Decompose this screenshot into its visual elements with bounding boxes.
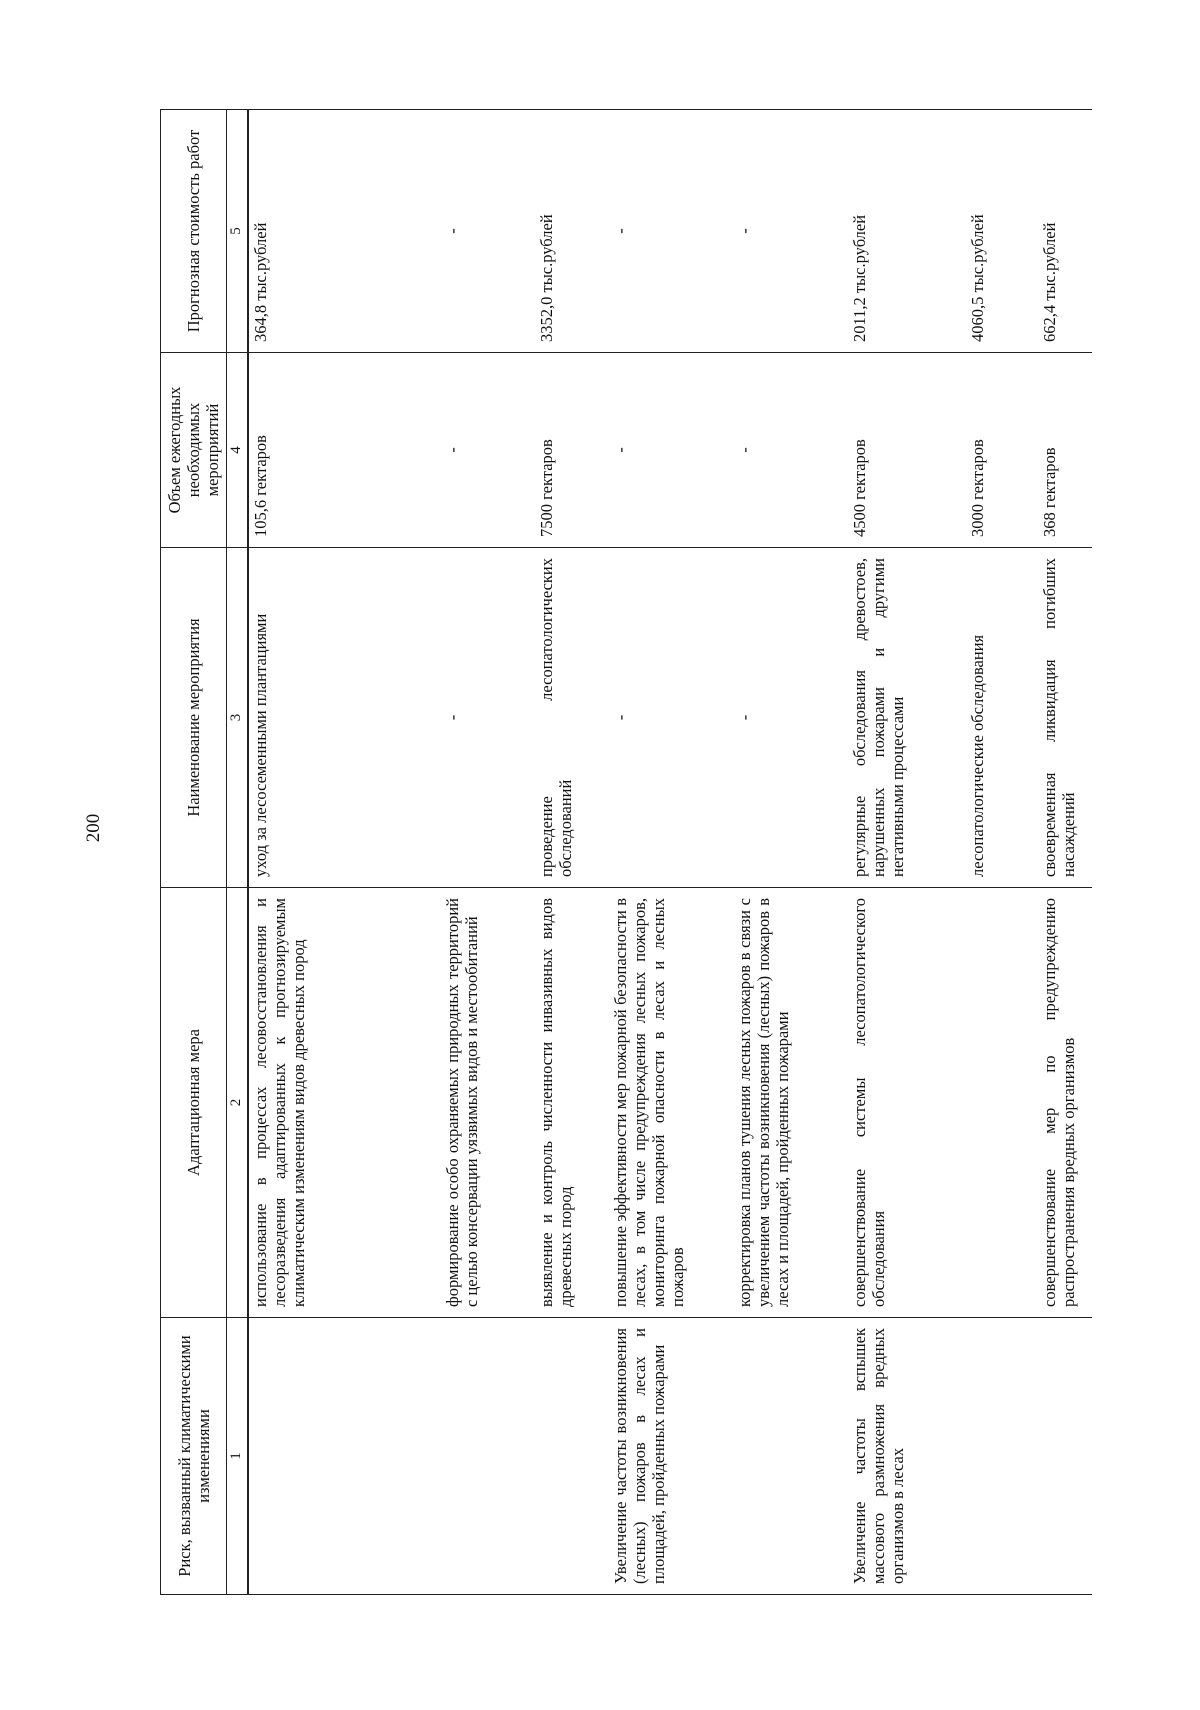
table-row [1038, 110, 1092, 1595]
column-number-row [227, 110, 248, 1595]
cell-cost: 4060,5 тыс.рублей [966, 110, 1038, 353]
cell-measure: выявление и контроль численности инвазивных видов древесных пород [535, 888, 609, 1318]
cell-cost: 364,8 тыс.рублей [248, 110, 441, 353]
cell-activity: лесопатологические обследования [966, 548, 1038, 888]
table-row [441, 110, 535, 1595]
cell-activity: проведение лесопатологических обследований [535, 548, 609, 888]
cell-cost: 3352,0 тыс.рублей [535, 110, 609, 353]
cell-risk [1038, 1318, 1092, 1595]
column-number: 3 [227, 548, 248, 888]
column-number: 4 [227, 353, 248, 548]
cell-risk [733, 1318, 848, 1595]
cell-cost: - [733, 110, 848, 353]
cell-volume: 4500 гектаров [848, 353, 966, 548]
cell-volume: - [441, 353, 535, 548]
adaptation-measures-table [160, 109, 1092, 1595]
cell-cost: 662,4 тыс.рублей [1038, 110, 1092, 353]
cell-measure: формирование особо охраняемых природных территорий с целью консервации уязвимых видов и местообитаний [441, 888, 535, 1318]
cell-volume: 7500 гектаров [535, 353, 609, 548]
cell-cost: 2011,2 тыс.рублей [848, 110, 966, 353]
table-row [609, 110, 733, 1595]
column-number: 1 [227, 1318, 248, 1595]
cell-measure: совершенствование мер по предупреждению распространения вредных организмов [1038, 888, 1092, 1318]
cell-volume: 105,6 гектаров [248, 353, 441, 548]
column-number: 2 [227, 888, 248, 1318]
cell-volume: 368 гектаров [1038, 353, 1092, 548]
header-cost: Прогнозная стоимость работ [161, 110, 227, 353]
cell-measure: совершенствование системы лесопатологического обследования [848, 888, 966, 1318]
cell-volume: 3000 гектаров [966, 353, 1038, 548]
table-row [248, 110, 441, 1595]
cell-cost: - [609, 110, 733, 353]
column-number: 5 [227, 110, 248, 353]
cell-activity: - [609, 548, 733, 888]
cell-activity: - [733, 548, 848, 888]
cell-risk: Увеличение частоты возникновения (лесных) пожаров в лесах и площадей, пройденных пожарами [609, 1318, 733, 1595]
cell-cost: - [441, 110, 535, 353]
cell-risk [248, 1318, 441, 1595]
table-row [848, 110, 966, 1595]
cell-measure: корректировка планов тушения лесных пожаров в связи с увеличением частоты возникновения (лесных) пожаров в лесах и площадей, пройденных пожарами [733, 888, 848, 1318]
cell-measure: повышение эффективности мер пожарной безопасности в лесах, в том числе предупреждения лесных пожаров, мониторинга пожарной опасности в лесах и лесных пожаров [609, 888, 733, 1318]
cell-measure [966, 888, 1038, 1318]
cell-activity: регулярные обследования древостоев, нарушенных пожарами и другими негативными процессами [848, 548, 966, 888]
cell-risk: Увеличение частоты вспышек массового размножения вредных организмов в лесах [848, 1318, 966, 1595]
table-header-row [161, 110, 227, 1595]
cell-risk [441, 1318, 535, 1595]
header-activity: Наименование мероприятия [161, 548, 227, 888]
cell-activity: своевременная ликвидация погибших насаждений [1038, 548, 1092, 888]
cell-activity: - [441, 548, 535, 888]
table-row [966, 110, 1038, 1595]
header-measure: Адаптационная мера [161, 888, 227, 1318]
table-row [733, 110, 848, 1595]
page-number: 200 [83, 813, 104, 843]
cell-volume: - [733, 353, 848, 548]
cell-risk [535, 1318, 609, 1595]
cell-measure: использование в процессах лесовосстановления и лесоразведения адаптированных к прогнозируемым климатическим изменениям видов древесных пород [248, 888, 441, 1318]
header-volume: Объем ежегодных необходимых мероприятий [161, 353, 227, 548]
cell-volume: - [609, 353, 733, 548]
cell-activity: уход за лесосеменными плантациями [248, 548, 441, 888]
cell-risk [966, 1318, 1038, 1595]
header-risk: Риск, вызванный климатическими изменениями [161, 1318, 227, 1595]
table-row [535, 110, 609, 1595]
rotated-table-area [160, 110, 1078, 1595]
